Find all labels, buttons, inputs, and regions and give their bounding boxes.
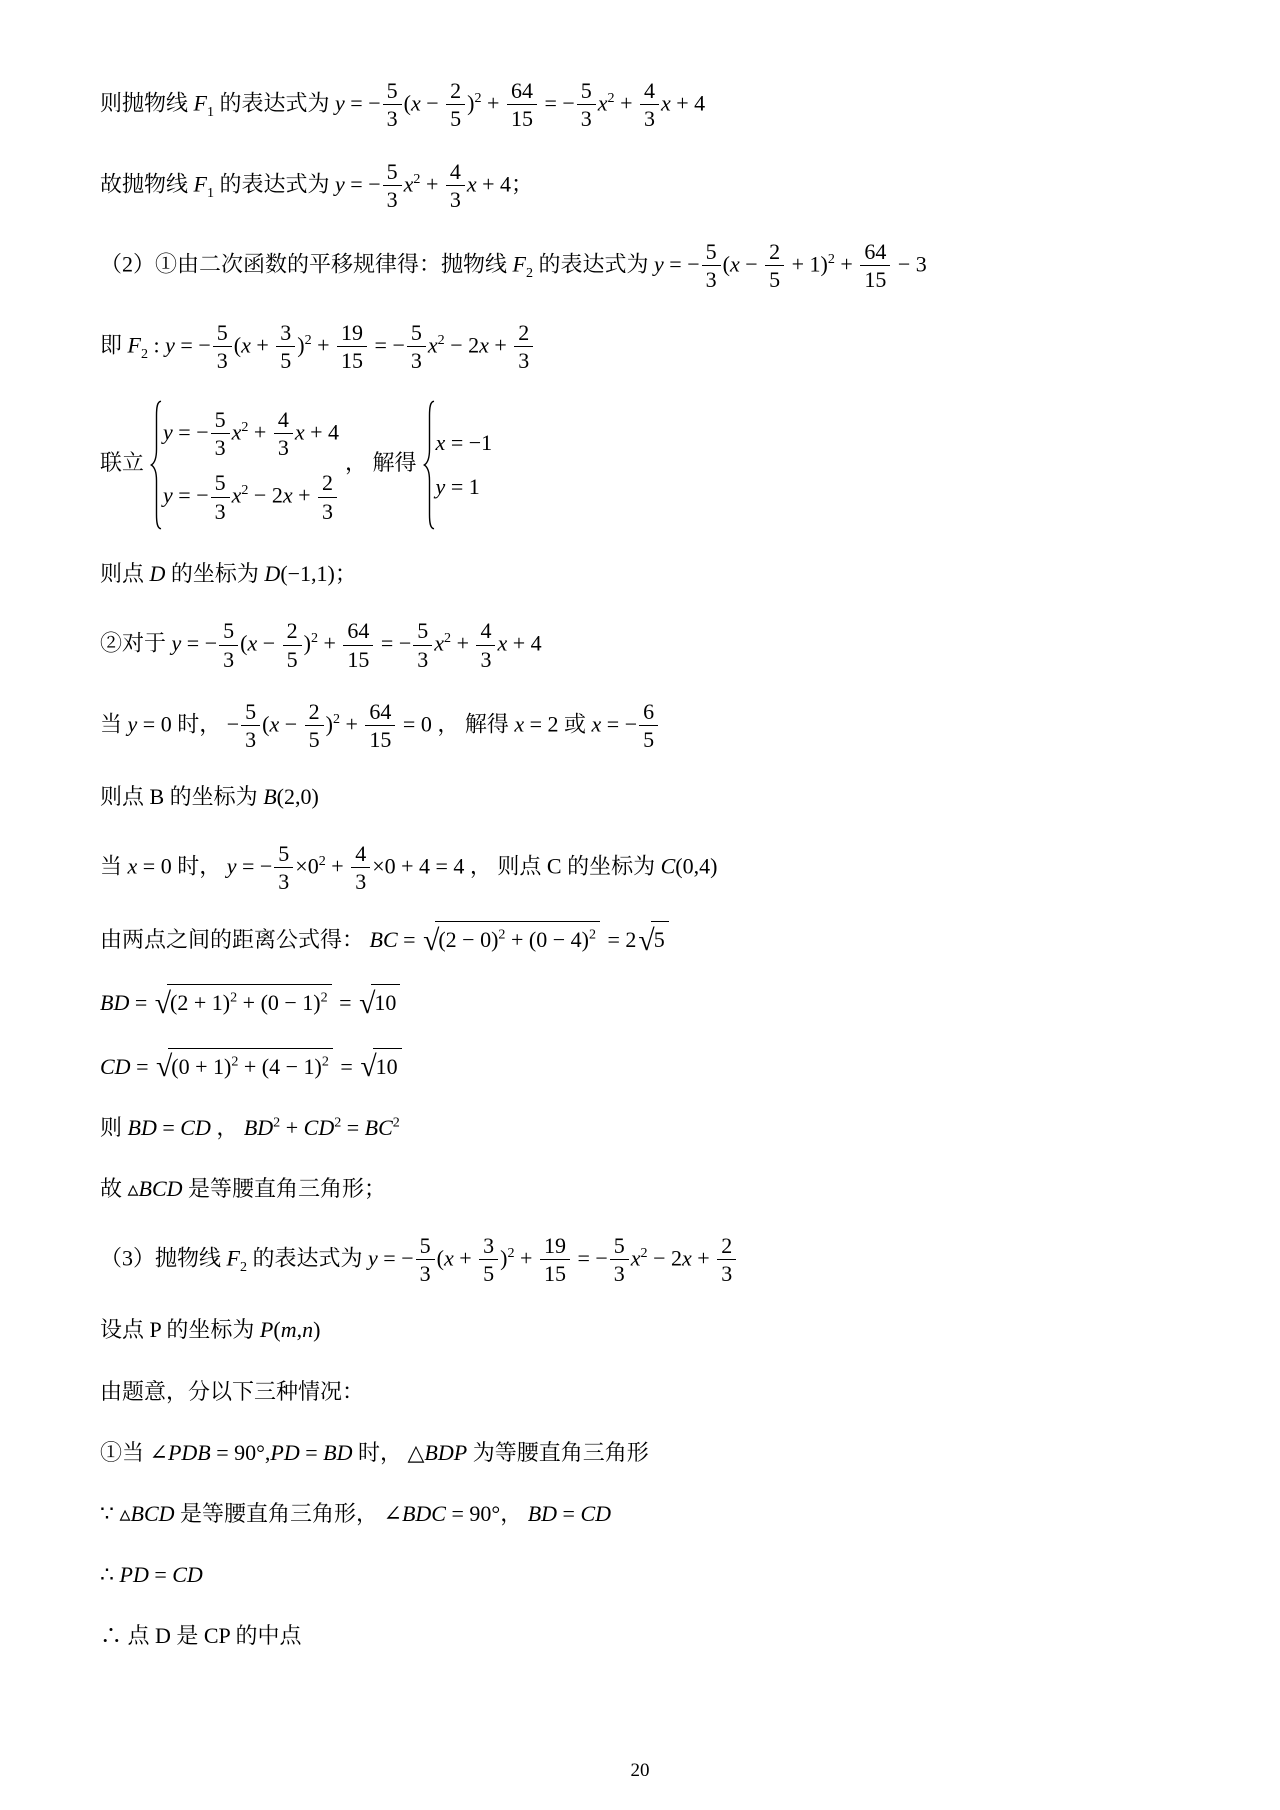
line-f1-expression: 则抛物线 $F_1$ 的表达式为 y = − $\frac{5}{3}$ (x − $\frac{2}{5}$ )$^2$ + $\frac{64}{15}$ = − $\frac{5}{3}$ $x^2$ + $\frac{4}{3}$ x + 4 [100,78,706,132]
radical-sign: √ [359,987,376,1020]
line-point-d: 则点 D 的坐标为 D(−1,1)； [100,561,357,587]
left-brace [150,400,163,530]
radical-sign: √ [155,1050,173,1083]
line-part3-f2: （3）抛物线 $F_2$ 的表达式为 y = − $\frac{5}{3}$ (x + $\frac{3}{5}$ )$^2$ + $\frac{19}{15}$ = − $\frac{5}{3}$ $x^2 - 2x$ + $\frac{2}{3}$ [100,1233,1220,1287]
line-bd-cd-relation: 则 BD = CD ， $BD^2 + CD^2 = BC^2$ [100,1114,400,1140]
line-f1-conclusion: 故抛物线 $F_1$ 的表达式为 y = − $\frac{5}{3}$ $x^2$ + $\frac{4}{3}$ x + 4； [100,158,534,212]
line-bcd-isosceles: 故 ▵BCD 是等腰直角三角形； [100,1175,387,1201]
line-case1: ①当 ∠PDB = 90°,PD = BD 时， △BDP 为等腰直角三角形 [100,1439,649,1465]
radical-sign: √ [638,924,655,957]
line-therefore-pd-cd: ∴ PD = CD [100,1561,203,1587]
system-equation-row: y = 1 [435,474,480,500]
radical-sign: √ [154,987,172,1020]
line-point-b: 则点 B 的坐标为 B(2,0) [100,783,319,809]
system-equation-row: y = − $\frac{5}{3}$ $x^2 - 2x$ + $\frac{2}{3}$ [163,470,339,524]
line-because-bcd: ∵ ▵BCD 是等腰直角三角形， ∠BDC = 90°， BD = CD [100,1500,612,1526]
line-simultaneous-system: 联立 y = − $\frac{5}{3}$ $x^2$ + $\frac{4}{3}$ x + 4 y = − $\frac{5}{3}$ $x^2 - 2x$ + $\frac{2}{3}$ ， 解得 x = −1 y = 1 [100,400,1220,530]
system-equation-row: x = −1 [435,430,493,456]
line-distance-bd: BD = $√(2 + 1)^2 + (0 - 1)^2 = √10$ [100,984,1220,1020]
radical-sign: √ [360,1050,377,1083]
line-when-x0: 当 x = 0 时， y = − $\frac{5}{3}$ $\times 0^2$ + $\frac{4}{3}$ ×0 + 4 = 4 ， 则点 C 的坐标为 C(0,4) [100,840,718,895]
line-part2-2-for: ②对于 y = − $\frac{5}{3}$ (x − $\frac{2}{5}$ )$^2$ + $\frac{64}{15}$ = − $\frac{5}{3}$ $x^2$ + $\frac{4}{3}$ x + 4 [100,618,542,672]
line-therefore-midpoint: ∴ 点 D 是 CP 的中点 [100,1622,302,1648]
left-brace [423,400,436,530]
radical-sign: √ [423,924,440,957]
line-three-cases: 由题意，分以下三种情况： [100,1378,365,1404]
solution-content [100,78,1220,1680]
line-part2-shift-rule: （2）①由二次函数的平移规律得：抛物线 $F_2$ 的表达式为 y = − $\frac{5}{3}$ (x − $\frac{2}{5}$ + 1)$^2$ + $\frac{64}{15}$ − 3 [100,239,927,293]
line-distance-bc: 由两点之间的距离公式得： BC = $√(2 - 0)^2 + (0 - 4)^2 = 2√5$ [100,921,1220,957]
line-when-y0: 当 y = 0 时， − $\frac{5}{3}$ (x − $\frac{2}{5}$ )$^2$ + $\frac{64}{15}$ = 0 ， 解得 x = 2 或 x = − $\frac{6}{5}$ [100,699,1220,753]
system-equation-row: y = − $\frac{5}{3}$ $x^2$ + $\frac{4}{3}$ x + 4 [163,406,340,461]
line-point-p: 设点 P 的坐标为 P(m,n) [100,1317,321,1343]
line-f2-expression: 即 $F_2$ : y = − $\frac{5}{3}$ (x + $\frac{3}{5}$ )$^2$ + $\frac{19}{15}$ = − $\frac{5}{3}$ $x^2 - 2x$ + $\frac{2}{3}$ [100,320,1220,374]
line-distance-cd: CD = $√(0 + 1)^2 + (4 - 1)^2 = √10$ [100,1048,1220,1084]
page-number: 20 [630,1760,650,1781]
